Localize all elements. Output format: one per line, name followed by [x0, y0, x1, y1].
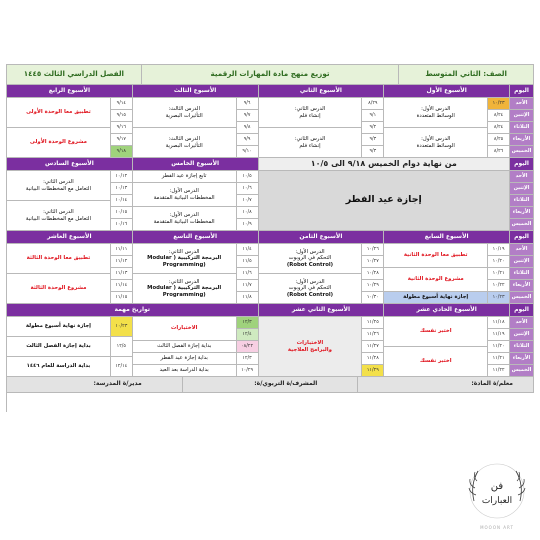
- day-thursday: الخميس: [510, 146, 534, 158]
- lesson-block: [259, 128, 363, 158]
- term-title: الفصل الدراسي الثالث ١٤٤٥: [7, 65, 142, 85]
- plan-title: توزيع منهج مادة المهارات الرقمية: [142, 65, 400, 85]
- lesson-title: الدرس الثاني:: [294, 136, 326, 143]
- day-sunday: الأحد: [510, 171, 534, 183]
- date-cell: ٩/٣: [362, 146, 384, 158]
- date-cell: ٩/٢: [362, 122, 384, 134]
- important-note: إجازة نهاية أسبوع مطولة: [7, 317, 111, 337]
- date-cell: ١٠/٢٢: [488, 280, 510, 292]
- lesson-name: المخططات البيانية المتقدمة: [153, 218, 215, 225]
- lesson-block: [7, 201, 111, 231]
- week-8-header: الأسبوع الثامن: [259, 231, 385, 244]
- date-cell: ٩/١٤: [111, 98, 133, 110]
- day-sunday: الأحد: [510, 317, 534, 329]
- self-test: اختبر نفسك: [384, 317, 488, 347]
- date-cell: ٨/٢٩: [362, 98, 384, 110]
- date-cell: ١٠/١٣: [111, 183, 133, 195]
- unit-project: مشروع الوحدة الثالثة: [7, 274, 111, 304]
- date-cell: ١٠/٧: [237, 195, 259, 207]
- lesson-name: التأثيرات البصرية: [165, 142, 203, 149]
- lesson-name-en: (Programming: [162, 261, 206, 268]
- day-tuesday: الثلاثاء: [510, 122, 534, 134]
- date-cell: ٩/١٨: [111, 146, 133, 158]
- important-note: بداية الدراسة للعام ١٤٤٦: [7, 357, 111, 377]
- curriculum-table: [6, 64, 534, 412]
- date-cell: ١١/٨: [237, 292, 259, 304]
- date-cell: ١٠/٩: [237, 219, 259, 231]
- long-weekend: إجازة نهاية أسبوع مطولة: [384, 292, 488, 304]
- day-tuesday: الثلاثاء: [510, 268, 534, 280]
- date-cell: ٩/١: [362, 110, 384, 122]
- grade-title: الصف: الثاني المتوسط: [399, 65, 534, 85]
- lesson-block: [384, 98, 488, 128]
- lesson-block: [384, 128, 488, 158]
- day-wednesday: الأربعاء: [510, 207, 534, 219]
- lesson-name: إنشاء فلم: [299, 142, 321, 149]
- lesson-name: إنشاء فلم: [299, 112, 321, 119]
- lesson-name-en: (Robot Control): [286, 261, 334, 268]
- day-thursday: الخميس: [510, 219, 534, 231]
- date-cell: ٩/١٧: [111, 134, 133, 146]
- lesson-block: [259, 98, 363, 128]
- date-cell: ١٠/٢٣: [488, 292, 510, 304]
- important-note: بداية إجازة الفصل الثالث: [133, 341, 237, 353]
- lesson-title: الدرس الثالث:: [168, 106, 200, 113]
- week-2-header: الأسبوع الثاني: [259, 85, 385, 98]
- date-cell: ١٠/١٤: [111, 195, 133, 207]
- date-cell: ١٠/٢٠: [488, 256, 510, 268]
- lesson-name: الوسائط المتعددة: [416, 112, 455, 119]
- date-cell: ١١/١٩: [488, 329, 510, 341]
- day-tuesday: الثلاثاء: [510, 195, 534, 207]
- date-cell: ١١/٤: [237, 244, 259, 256]
- lesson-title: الدرس الأول:: [421, 136, 451, 143]
- date-cell: ١١/٢٥: [362, 317, 384, 329]
- logo-arc-text: MOOON ART: [480, 525, 514, 530]
- date-cell: ٩/٨: [237, 122, 259, 134]
- lesson-name: التأثيرات البصرية: [165, 112, 203, 119]
- day-sunday: الأحد: [510, 244, 534, 256]
- exams-block: [259, 317, 363, 377]
- lesson-name-en: (Robot Control): [286, 291, 334, 298]
- date-cell: ١٠/٢٣: [111, 317, 133, 337]
- unit-activity: تطبيق معا الوحدة الثانية: [384, 244, 488, 268]
- principal-signature: مدير/ة المدرسة:: [7, 377, 183, 393]
- date-cell: ١٠/٢٨: [362, 268, 384, 280]
- lesson-name: التحكم في الروبوت: [288, 255, 332, 262]
- date-cell: ٠٨/٢٢: [237, 341, 259, 353]
- logo-line2: العبارات: [481, 496, 513, 506]
- day-thursday: الخميس: [510, 292, 534, 304]
- lesson-name: المخططات البيانية المتقدمة: [153, 194, 215, 201]
- lesson-name: الوسائط المتعددة: [416, 142, 455, 149]
- date-cell: ١١/١١: [111, 244, 133, 256]
- lesson-name: البرمجة التركيبية ( Modular: [147, 285, 222, 292]
- date-cell: ١٢/٣: [237, 353, 259, 365]
- date-cell: ٨/٢٤: [488, 122, 510, 134]
- week-1-header: الأسبوع الأول: [384, 85, 510, 98]
- date-cell: ١١/٢٢: [488, 365, 510, 377]
- week-10-header: الأسبوع العاشر: [7, 231, 133, 244]
- lesson-name: التعامل مع المخططات البيانية: [25, 185, 91, 192]
- date-cell: ٨/٢٦: [488, 146, 510, 158]
- lesson-name: التحكم في الروبوت: [288, 285, 332, 292]
- lesson-title: الدرس الثالث:: [168, 136, 200, 143]
- date-cell: ١٠/١٥: [111, 207, 133, 219]
- unit-project: مشروع الوحدة الأولى: [7, 128, 111, 158]
- lesson-title: الدرس الثاني:: [43, 209, 74, 216]
- lesson-block: [133, 98, 237, 128]
- date-cell: ١٠/١٩: [488, 244, 510, 256]
- date-cell: ٩/١٥: [111, 110, 133, 122]
- lesson-block: [133, 274, 237, 304]
- lesson-name-en: (Programming: [162, 291, 206, 298]
- date-cell: ١١/٦: [237, 268, 259, 280]
- lesson-title: الدرس الثاني:: [168, 249, 200, 256]
- date-cell: ١١/١٢: [111, 256, 133, 268]
- day-monday: الإثنين: [510, 110, 534, 122]
- date-cell: ١٠/٦: [237, 183, 259, 195]
- brand-logo: [460, 455, 534, 535]
- lesson-block: [133, 207, 237, 231]
- date-cell: ١١/١٣: [111, 268, 133, 280]
- date-cell: ٩/٩: [237, 134, 259, 146]
- week-11-header: الأسبوع الحادي عشر: [384, 304, 510, 317]
- date-cell: ١١/٢١: [488, 353, 510, 365]
- date-cell: ١٠/٢٧: [362, 256, 384, 268]
- date-cell: ١٠/١٦: [111, 219, 133, 231]
- lesson-block: [7, 171, 111, 201]
- date-cell: ١٠/٢٦: [362, 244, 384, 256]
- date-cell: ١٠/١٢: [111, 171, 133, 183]
- self-test: اختبر نفسك: [384, 347, 488, 377]
- date-cell: ١٠/٣٠: [362, 292, 384, 304]
- date-cell: ١٢/٣: [237, 317, 259, 329]
- week-6-header: الأسبوع السادس: [7, 158, 133, 171]
- important-note: بداية الدراسة بعد العيد: [133, 365, 237, 377]
- date-cell: ١٠/٨: [237, 207, 259, 219]
- lesson-block: [133, 244, 237, 274]
- date-cell: ١١/٢٠: [488, 341, 510, 353]
- day-wednesday: الأربعاء: [510, 353, 534, 365]
- eid-holiday-block: إجازة عيد الفطر: [259, 171, 511, 231]
- lesson-title: الدرس الأول:: [421, 106, 451, 113]
- lesson-block: [133, 128, 237, 158]
- date-cell: ١١/٢٨: [362, 353, 384, 365]
- lesson-block: [259, 274, 363, 304]
- lesson-title: الدرس الأول:: [295, 249, 325, 256]
- date-cell: ١١/٥: [237, 256, 259, 268]
- lesson-name: التعامل مع المخططات البيانية: [25, 215, 91, 222]
- wreath-icon: [460, 455, 534, 535]
- remedial-text: والبرامج العلاجية: [287, 346, 332, 353]
- teacher-signature: معلم/ة المادة:: [358, 377, 534, 393]
- week-12-header: الأسبوع الثاني عشر: [259, 304, 385, 317]
- date-cell: ١١/١٨: [488, 317, 510, 329]
- week-4-header: الأسبوع الرابع: [7, 85, 133, 98]
- date-cell: ٩/١٦: [111, 122, 133, 134]
- lesson-title: الدرس الأول:: [295, 279, 325, 286]
- date-cell: ١٠/٥: [237, 171, 259, 183]
- important-note: بداية إجازة الفصل الثالث: [7, 337, 111, 357]
- unit-activity: تطبيق معا الوحدة الأولى: [7, 98, 111, 128]
- date-cell: ١١/٧: [237, 280, 259, 292]
- lesson-name: البرمجة التركيبية ( Modular: [147, 255, 222, 262]
- supervisor-signature: المشرف/ة التربوي/ة:: [183, 377, 359, 393]
- day-thursday: الخميس: [510, 365, 534, 377]
- unit-project: مشروع الوحدة الثانية: [384, 268, 488, 292]
- lesson-block: [259, 244, 363, 274]
- day-monday: الإثنين: [510, 256, 534, 268]
- logo-line1: فن: [490, 481, 504, 492]
- lesson-title: الدرس الأول:: [169, 212, 199, 219]
- day-wednesday: الأربعاء: [510, 134, 534, 146]
- week-5-header: الأسبوع الخامس: [133, 158, 259, 171]
- day-tuesday: الثلاثاء: [510, 341, 534, 353]
- date-cell: ٩/٣: [362, 134, 384, 146]
- date-cell: ٩/٦: [237, 98, 259, 110]
- lesson-title: الدرس الثاني:: [294, 106, 326, 113]
- day-label: اليوم: [510, 158, 534, 171]
- day-wednesday: الأربعاء: [510, 280, 534, 292]
- date-cell: ١٢/١٤: [111, 357, 133, 377]
- important-note: بداية إجازة عيد الفطر: [133, 353, 237, 365]
- date-cell: ٨/٢٤: [488, 110, 510, 122]
- week-9-header: الأسبوع التاسع: [133, 231, 259, 244]
- day-monday: الإثنين: [510, 329, 534, 341]
- day-label: اليوم: [510, 85, 534, 98]
- date-cell: ١٠/٢١: [488, 268, 510, 280]
- date-cell: ١١/٢٧: [362, 341, 384, 353]
- date-cell: ٩/١٠: [237, 146, 259, 158]
- day-sunday: الأحد: [510, 98, 534, 110]
- date-cell: ٨/٢٥: [488, 134, 510, 146]
- date-cell: ٩/٧: [237, 110, 259, 122]
- exams-label: الاختبارات: [133, 317, 237, 341]
- holiday-continuation: تابع إجازة عيد الفطر: [133, 171, 237, 183]
- date-cell: ١٢/٥: [111, 337, 133, 357]
- date-cell: ١١/٢٦: [362, 329, 384, 341]
- date-cell: ١٠/٢٩: [237, 365, 259, 377]
- holiday-banner: من نهاية دوام الخميس ٩/١٨ الى ١٠/٥: [259, 158, 511, 171]
- date-cell: ١٠/٢٣: [488, 98, 510, 110]
- date-cell: ١١/٢٩: [362, 365, 384, 377]
- unit-activity: تطبيق معا الوحدة الثالثة: [7, 244, 111, 274]
- lesson-title: الدرس الأول:: [169, 188, 199, 195]
- day-label: اليوم: [510, 304, 534, 317]
- lesson-block: [133, 183, 237, 207]
- week-3-header: الأسبوع الثالث: [133, 85, 259, 98]
- date-cell: ١٠/٢٩: [362, 280, 384, 292]
- week-7-header: الأسبوع السابع: [384, 231, 510, 244]
- date-cell: ١١/١٤: [111, 280, 133, 292]
- lesson-title: الدرس الثاني:: [168, 279, 200, 286]
- lesson-title: الدرس الثاني:: [43, 179, 74, 186]
- date-cell: ١١/١٥: [111, 292, 133, 304]
- important-dates-header: تواريخ مهمة: [7, 304, 259, 317]
- day-monday: الإثنين: [510, 183, 534, 195]
- exams-text: الاختبارات: [296, 340, 324, 347]
- date-cell: ١٢/٤: [237, 329, 259, 341]
- day-label: اليوم: [510, 231, 534, 244]
